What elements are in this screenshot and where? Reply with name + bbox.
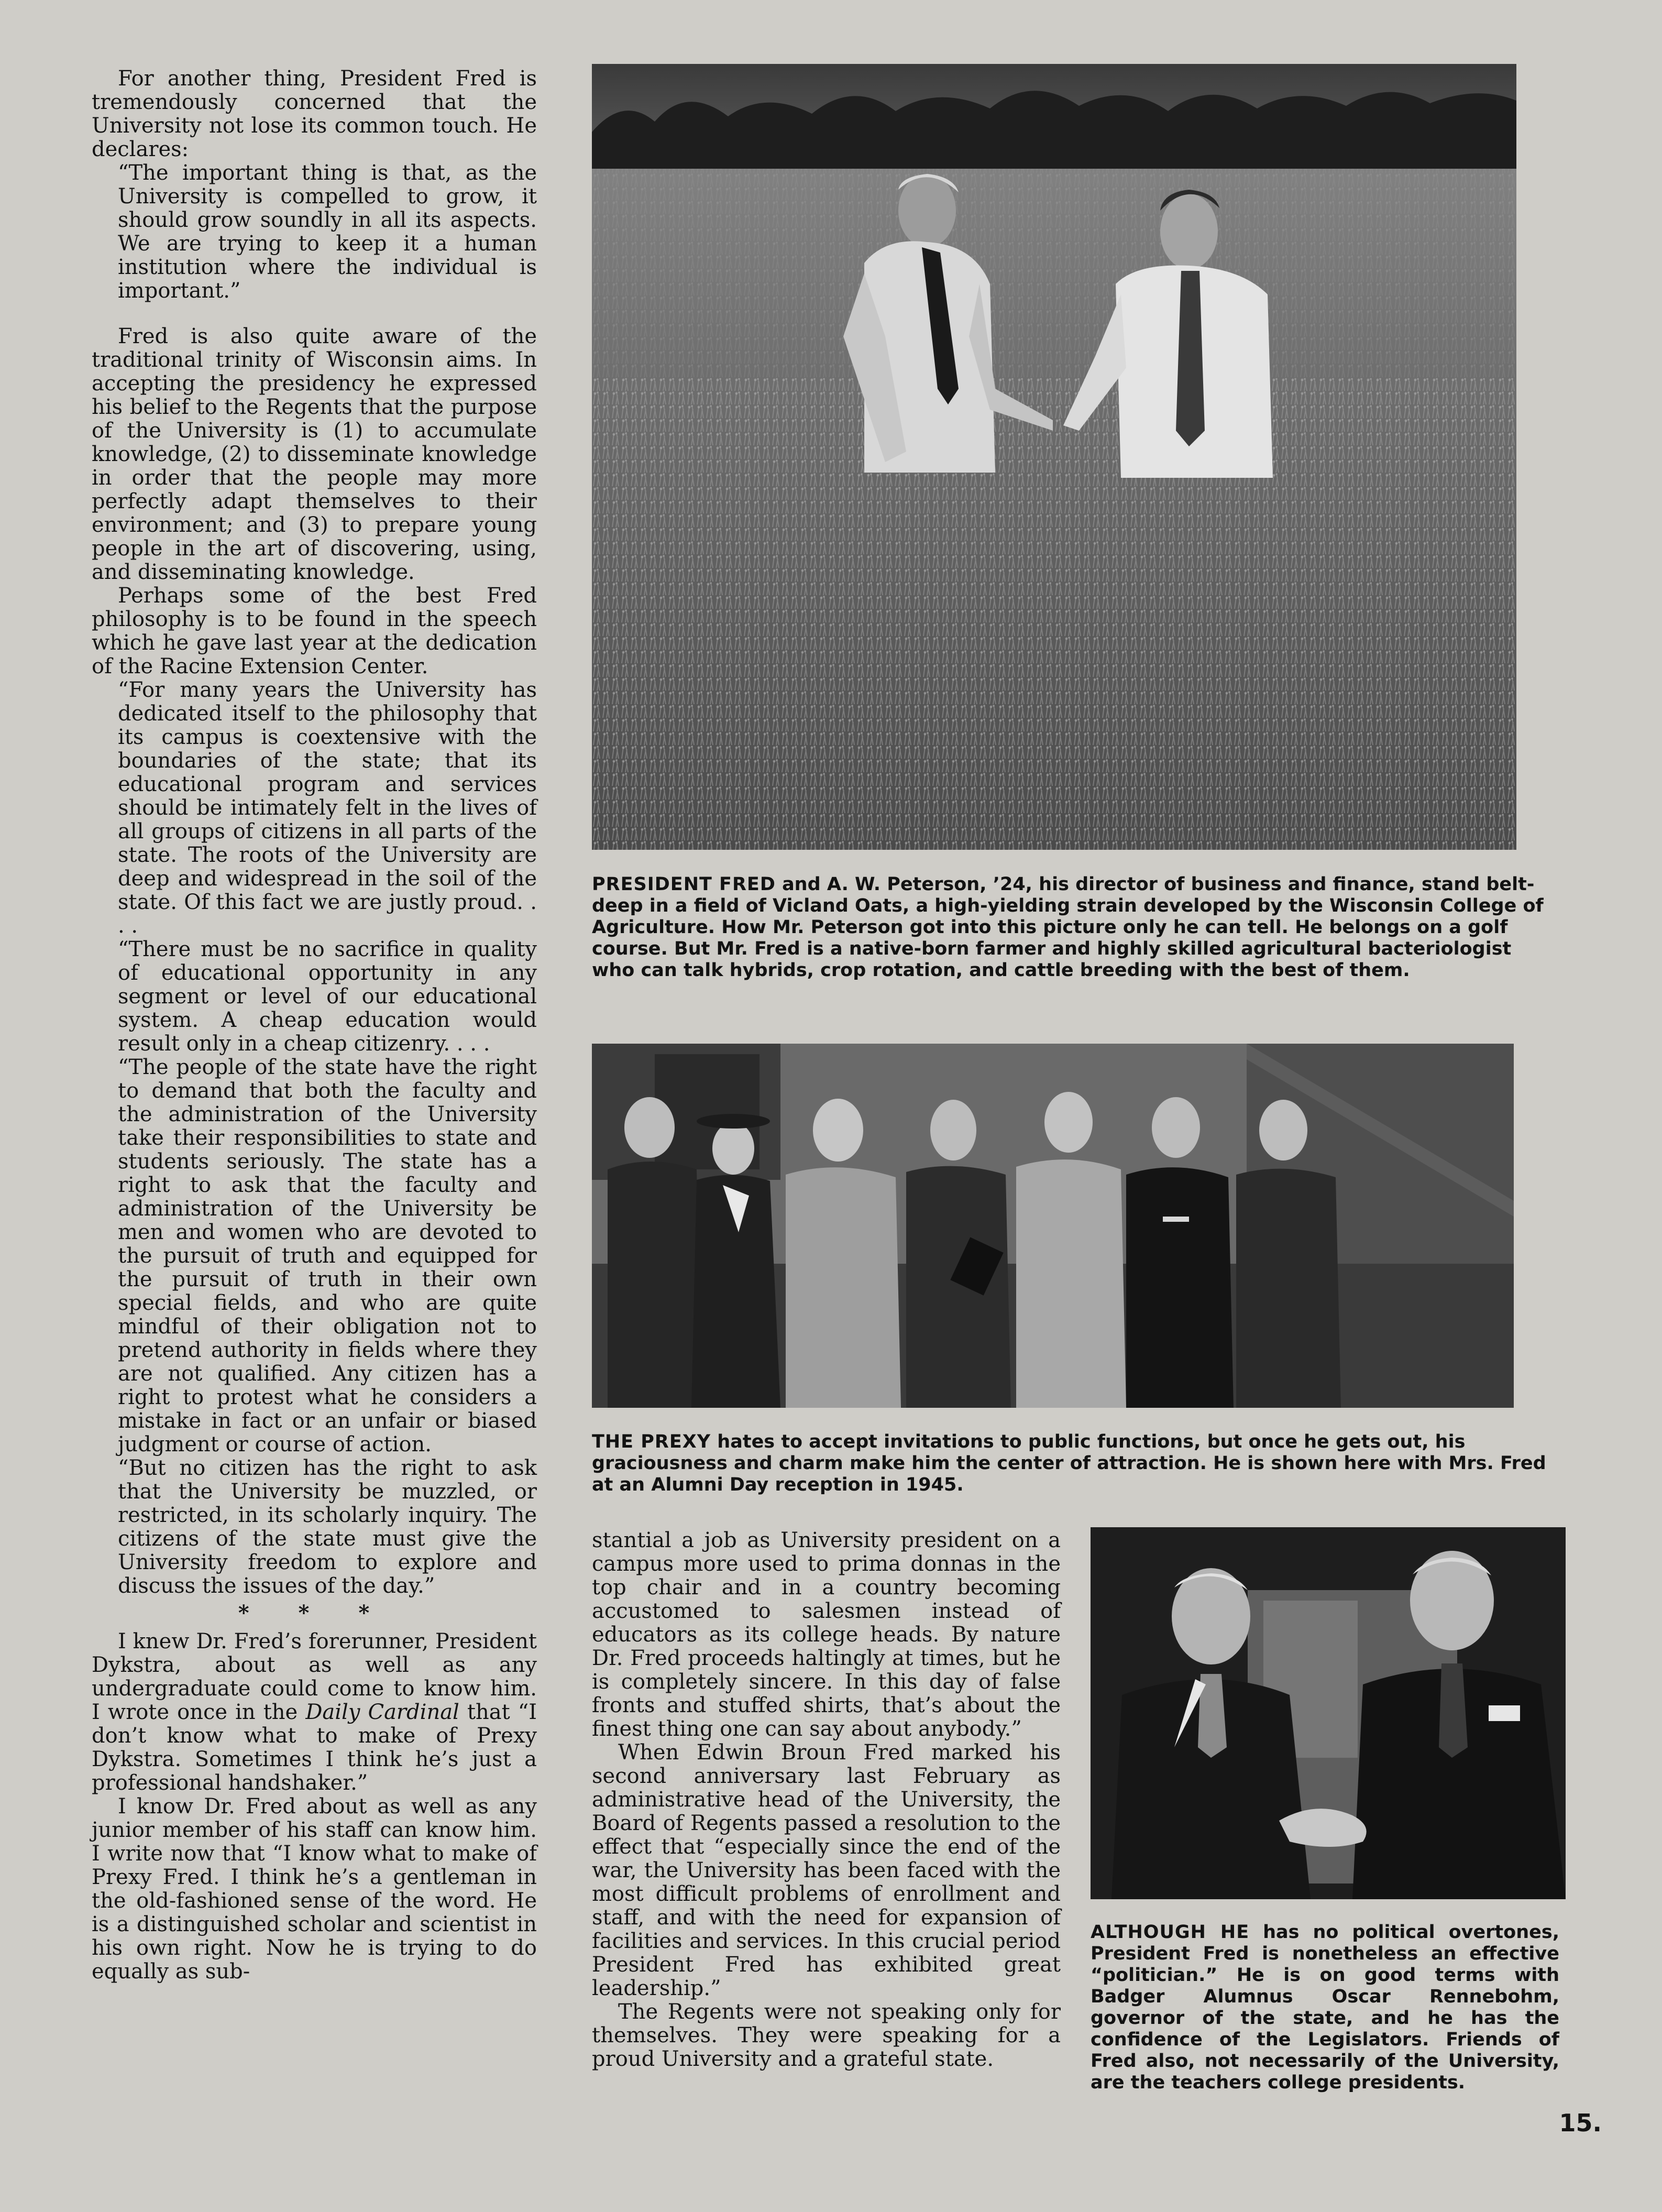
caption-lead: PRESIDENT FRED — [592, 874, 776, 895]
photo-reception-group — [592, 1044, 1514, 1408]
paragraph — [92, 1630, 537, 1795]
paragraph: The Regents were not speaking only for themselves. They were speaking for a proud University and a grateful state. — [592, 2000, 1061, 2071]
caption-lead: THE PREXY — [592, 1431, 711, 1452]
page-number: 15. — [1559, 2109, 1602, 2137]
quote-paragraph: “The important thing is that, as the University is compelled to grow, it should grow soundly in all its aspects. We are trying to keep it a human institution where the individual is important.” — [118, 161, 537, 303]
oat-field-image — [592, 64, 1516, 850]
paragraph: Perhaps some of the best Fred philosophy is to be found in the speech which he gave last year at the dedication of the Racine Extension Center. — [92, 584, 537, 678]
paragraph: For another thing, President Fred is tremendously concerned that the University not lose its common touch. He declares: — [92, 67, 537, 161]
photo-handshake — [1091, 1527, 1566, 1899]
section-divider-stars: * * * — [238, 1601, 391, 1625]
caption-handshake — [1091, 1922, 1559, 2094]
paragraph: stantial a job as University president on a campus more used to prima donnas in the top chair and in a country becoming accustomed to salesmen instead of educators as its college heads. By nature Dr. Fred proceeds haltingly at times, but he is completely sincere. In this day of false fronts and stuffed shirts, that’s about the finest thing one can say about anybody.” — [592, 1528, 1061, 1741]
quote-paragraph: “The people of the state have the right to demand that both the faculty and the administration of the University take their responsibilities to state and students seriously. The state has a right to ask that the faculty and administration of the University be men and women who are devoted to the pursuit of truth and equipped for the pursuit of truth in their own special fields, and who are quite mindful of their obligation not to pretend authority in fields where they are not qualified. Any citizen has a right to protest what he considers a mistake in fact or an unfair or biased judgment or course of action. — [118, 1055, 537, 1457]
left-text-column — [92, 67, 537, 1984]
paragraph-text: that “I don’t know what to make of Prexy Dykstra. Sometimes I think he’s just a professional handshaker.” — [92, 1700, 537, 1795]
paragraph: I know Dr. Fred about as well as any junior member of his staff can know him. I write now that “I know what to make of Prexy Fred. I think he’s a gentleman in the old-fashioned sense of the word. He is a distinguished scholar and scientist in his own right. Now he is trying to do equally as sub- — [92, 1794, 537, 1984]
caption-text: has no political overtones, President Fred is nonetheless an effective “politician.” He is on good terms with Badger Alumnus Oscar Rennebohm, governor of the state, and he has the confidence of the Legislators. Friends of Fred also, not necessarily of the University, are the teachers college presidents. — [1091, 1922, 1559, 2093]
publication-title: Daily Cardinal — [305, 1700, 459, 1724]
caption-text: hates to accept invitations to public functions, but once he gets out, his graciousness and charm make him the center of attraction. He is shown here with Mrs. Fred at an Alumni Day reception in 1945. — [592, 1431, 1546, 1495]
quote-paragraph: “For many years the University has dedicated itself to the philosophy that its campus is coextensive with the boundaries of the state; that its educational program and services should be intimately felt in the lives of all groups of citizens in all parts of the state. The roots of the University are deep and widespread in the soil of the state. Of this fact we are justly proud. . . . — [118, 678, 537, 938]
caption-reception-group — [592, 1431, 1556, 1496]
caption-oat-field — [592, 874, 1556, 981]
quote-paragraph: “But no citizen has the right to ask that the University be muzzled, or restricted, in its scholarly inquiry. The citizens of the state must give the University freedom to explore and discuss the issues of the day.” — [118, 1456, 537, 1598]
caption-lead: ALTHOUGH HE — [1091, 1922, 1250, 1943]
paragraph-text: I knew Dr. Fred’s forerunner, President Dykstra, about as well as any undergraduate could come to know him. I wrote once in the — [92, 1629, 537, 1724]
handshake-image — [1091, 1527, 1566, 1899]
paragraph: When Edwin Broun Fred marked his second anniversary last February as administrative head of the University, the Board of Regents passed a resolution to the effect that “especially since the end of the war, the University has been faced with the most difficult problems of enrollment and staff, and with the need for expansion of facilities and services. In this crucial period President Fred has exhibited great leadership.” — [592, 1740, 1061, 2000]
quote-paragraph: “There must be no sacrifice in quality of educational opportunity in any segment or level of our educational system. A cheap education would result only in a cheap citizenry. . . . — [118, 937, 537, 1056]
paragraph: Fred is also quite aware of the traditional trinity of Wisconsin aims. In accepting the presidency he expressed his belief to the Regents that the purpose of the University is (1) to accumulate knowledge, (2) to disseminate knowledge in order that the people may more perfectly adapt themselves to their environment; and (3) to prepare young people in the art of discovering, using, and disseminating knowledge. — [92, 324, 537, 584]
photo-oat-field — [592, 64, 1516, 850]
middle-text-column — [592, 1529, 1061, 2071]
caption-text: and A. W. Peterson, ’24, his director of business and finance, stand belt-deep in a field of Vicland Oats, a high-yielding strain developed by the Wisconsin College of Agriculture. How Mr. Peterson got into this picture only he can tell. He belongs on a golf course. But Mr. Fred is a native-born farmer and highly skilled agricultural bacteriologist who can talk hybrids, crop rotation, and cattle breeding with the best of them. — [592, 874, 1544, 981]
reception-group-image — [592, 1044, 1514, 1408]
